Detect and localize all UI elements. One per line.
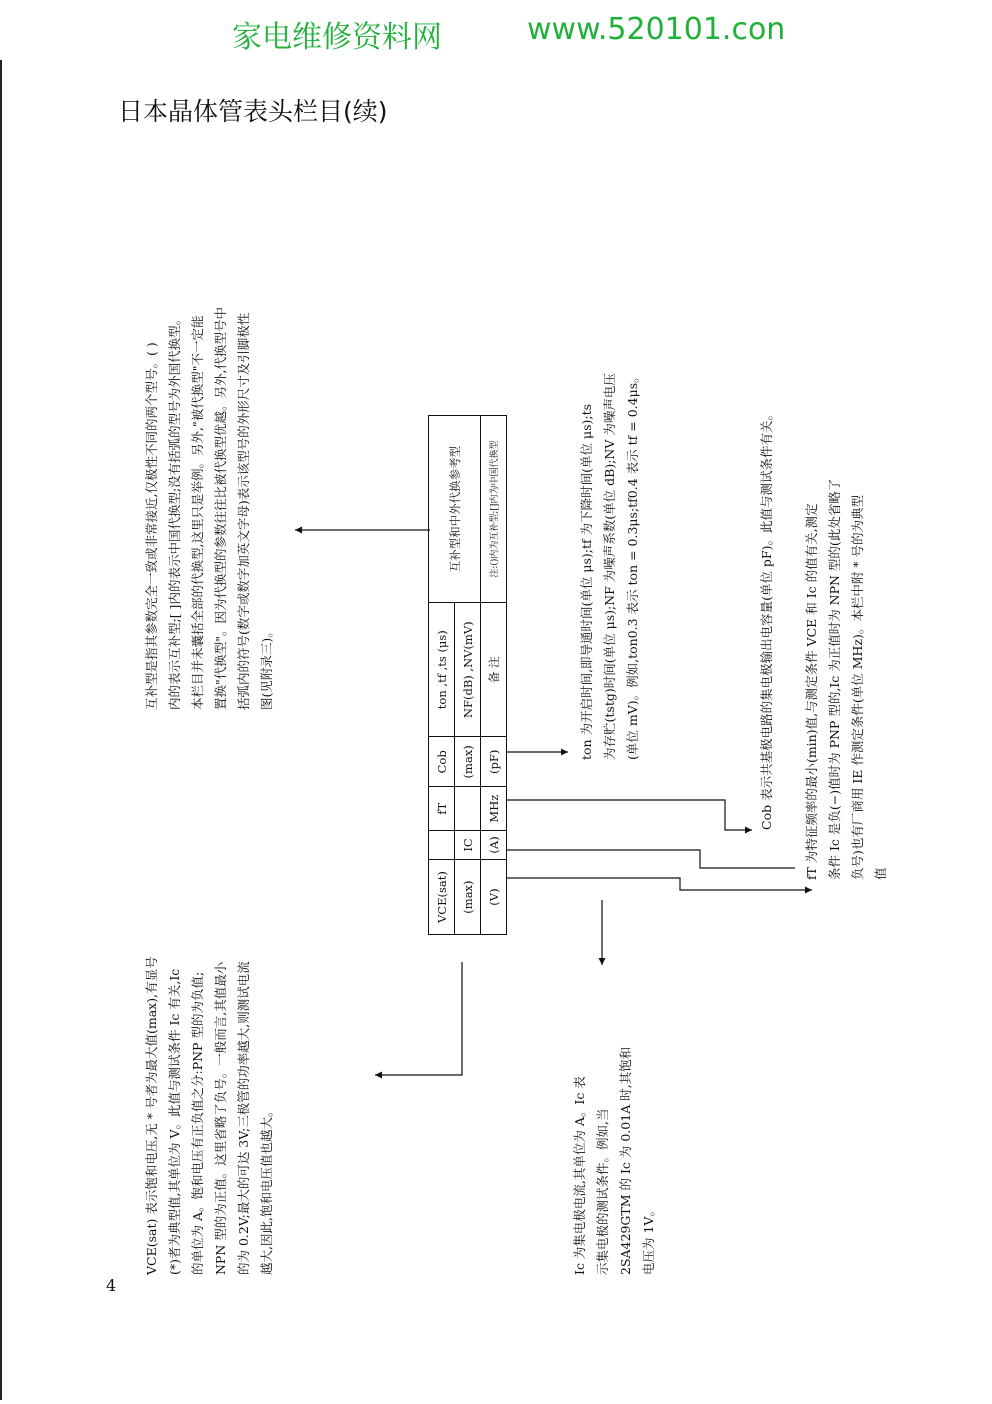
note-ft: fT 为特征频率的最小(min)值,与测定条件 VCE 和 Ic 的值有关,测定 条件 Ic 是负(−)值时为 PNP 型的,Ic 为正值时为 NPN 型的(此处省略了 负号)也有厂商用 IE 作测定条件(单位 MHz)。本栏中附 * 号的为典型 值 [804,478,888,880]
cell-ton-symbol: ton ,tf ,ts (μs) [429,603,455,737]
page-title: 日本晶体管表头栏目(续) [118,97,388,126]
arrow-cob [506,800,752,830]
arrow-vce [375,962,462,1075]
note-complement: 互补型是指其参数完全一致或非常接近,仅极性不同的两个型号。( ) 内的表示互补型;[ ]内的表示中国代换型;没有括弧的型号为外国代换型。 本栏目并未囊括全部的代换型,这里只是举例。另外,"被代换型"不一定能 置换"代换型"。因为代换型的参数往往比被代换型优越。另外,代换型号中 括弧内的符号(数字或数字加英文字母)表示该型号的外形尺寸及引脚极性 图(见附录三)。 [144,307,274,710]
cell-cob-symbol: Cob [429,737,455,787]
cell-ft-unit: MHz [481,787,507,830]
cell-ic-blank [429,830,455,859]
cell-complement-title: 互补型和中外代换参考型 [429,416,481,603]
cell-ft-blank [455,787,481,830]
site-name: 家电维修资料网 [232,20,442,55]
cell-nf-symbol: NF(dB) ,NV(mV) [455,603,481,737]
cell-vce-unit: (V) [481,860,507,935]
note-ic: Ic 为集电极电流,其单位为 A。Ic 表 示集电极的测试条件。例如,当 2SA429GTM 的 Ic 为 0.01A 时,其饱和 电压为 1V。 [572,1046,656,1275]
header-table [428,415,507,935]
cell-cob-max: (max) [455,737,481,787]
note-vce: VCE(sat) 表示饱和电压,无 * 号者为最大值(max),有显号 (*)者为典型值,其单位为 V。此值与测试条件 Ic 有关,Ic 的单位为 A。饱和电压有正负值之分:PNP 型的为负值; NPN 型的为正值。这里省略了负号。一般而言,其值最小 的为 0.2V;最大的可达 3V;三极管的功率越大,则测试电流 越大,因此,饱和电压值也越大。 [144,956,274,1275]
note-cob: Cob 表示共基极电路的集电极输出电容量(单位 pF)。此值与测试条件有关。 [759,408,774,830]
cell-ic-symbol: IC [455,830,481,859]
cell-remarks: 备 注 [481,603,507,737]
cell-cob-unit: (pF) [481,737,507,787]
note-ton: ton 为开启时间,即导通时间(单位 μs);tf 为下降时间(单位 μs);ts 为存贮(tstg)时间(单位 μs);NF 为噪声系数(单位 dB);NV 为噪声电压 (单位 mV)。例如,ton0.3 表示 ton = 0.3μs;tf0.4 表示 tf = 0.4μs。 [579,370,640,760]
cell-ic-unit: (A) [481,830,507,859]
arrow-ft [506,878,812,890]
page-number: 4 [106,1276,117,1295]
cell-vce-symbol: VCE(sat) [429,860,455,935]
cell-vce-max: (max) [455,860,481,935]
cell-complement-note: 注:()内为互补型;[]内为中国代换型 [481,416,507,603]
line-ft-a [506,850,795,868]
site-url[interactable]: www.520101.con [527,12,786,47]
cell-ft-symbol: fT [429,787,455,830]
